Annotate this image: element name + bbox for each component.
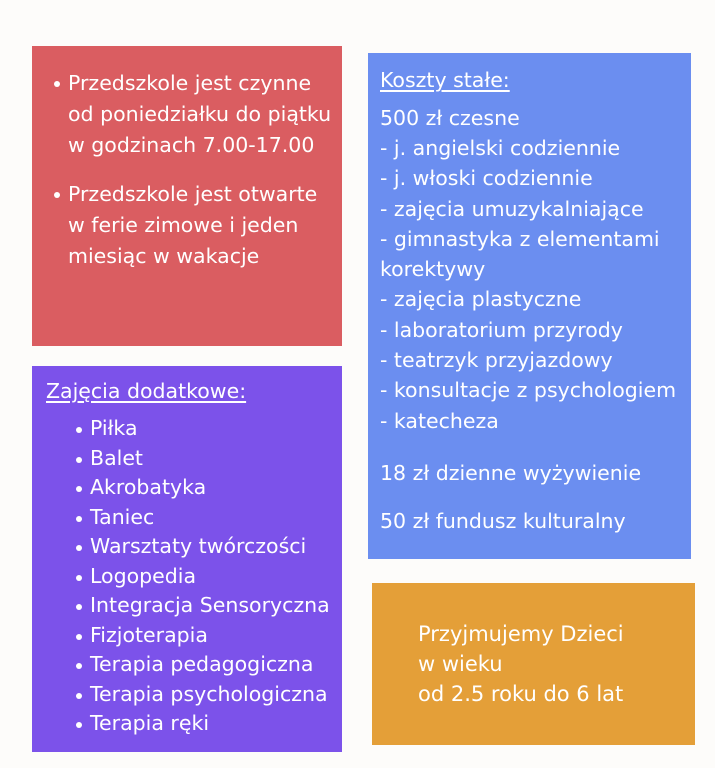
list-item: - katecheza [380, 408, 499, 433]
extra-activities-title: Zajęcia dodatkowe: [46, 379, 247, 403]
list-item: Balet [90, 444, 336, 474]
age-line-3: od 2.5 roku do 6 lat [418, 682, 624, 706]
list-item: - konsultacje z psychologiem [380, 378, 677, 403]
list-item: - teatrzyk przyjazdowy [380, 348, 613, 373]
list-item: Terapia pedagogiczna [90, 650, 336, 680]
list-item: - j. włoski codziennie [380, 166, 593, 191]
age-range-card [372, 583, 695, 745]
fixed-costs-card [368, 53, 691, 559]
list-item: - j. angielski codziennie [380, 136, 621, 160]
tuition-fee: 500 zł czesne [380, 106, 520, 130]
list-item: - zajęcia umuzykalniające [380, 196, 644, 221]
meals-fee: 18 zł dzienne wyżywienie [380, 460, 642, 485]
list-item: Akrobatyka [90, 473, 336, 503]
list-item: Logopedia [90, 562, 336, 592]
extra-activities-card [32, 366, 342, 752]
opening-hours-list [56, 68, 332, 272]
opening-hours-card [32, 46, 342, 346]
list-item: Przedszkole jest czynne od poniedziałku do piątku w godzinach 7.00-17.00 [56, 68, 332, 161]
list-item: Terapia ręki [90, 709, 336, 739]
age-line-1: Przyjmujemy Dzieci [418, 622, 624, 646]
list-item: - gimnastyka z elementami korektywy [380, 226, 660, 282]
list-item: Piłka [90, 414, 336, 444]
extra-activities-list [46, 414, 336, 739]
age-line-2: w wieku [418, 652, 503, 676]
list-item: - laboratorium przyrody [380, 317, 623, 342]
list-item: Integracja Sensoryczna [90, 591, 336, 621]
culture-fund-fee: 50 zł fundusz kulturalny [380, 508, 626, 533]
list-item: Taniec [90, 503, 336, 533]
included-activities-list [380, 133, 685, 436]
list-item: Fizjoterapia [90, 621, 336, 651]
list-item: - zajęcia plastyczne [380, 287, 582, 312]
list-item: Terapia psychologiczna [90, 680, 336, 710]
fixed-costs-title: Koszty stałe: [380, 68, 510, 92]
list-item: Warsztaty twórczości [90, 532, 336, 562]
list-item: Przedszkole jest otwarte w ferie zimowe i jeden miesiąc w wakacje [56, 179, 332, 272]
